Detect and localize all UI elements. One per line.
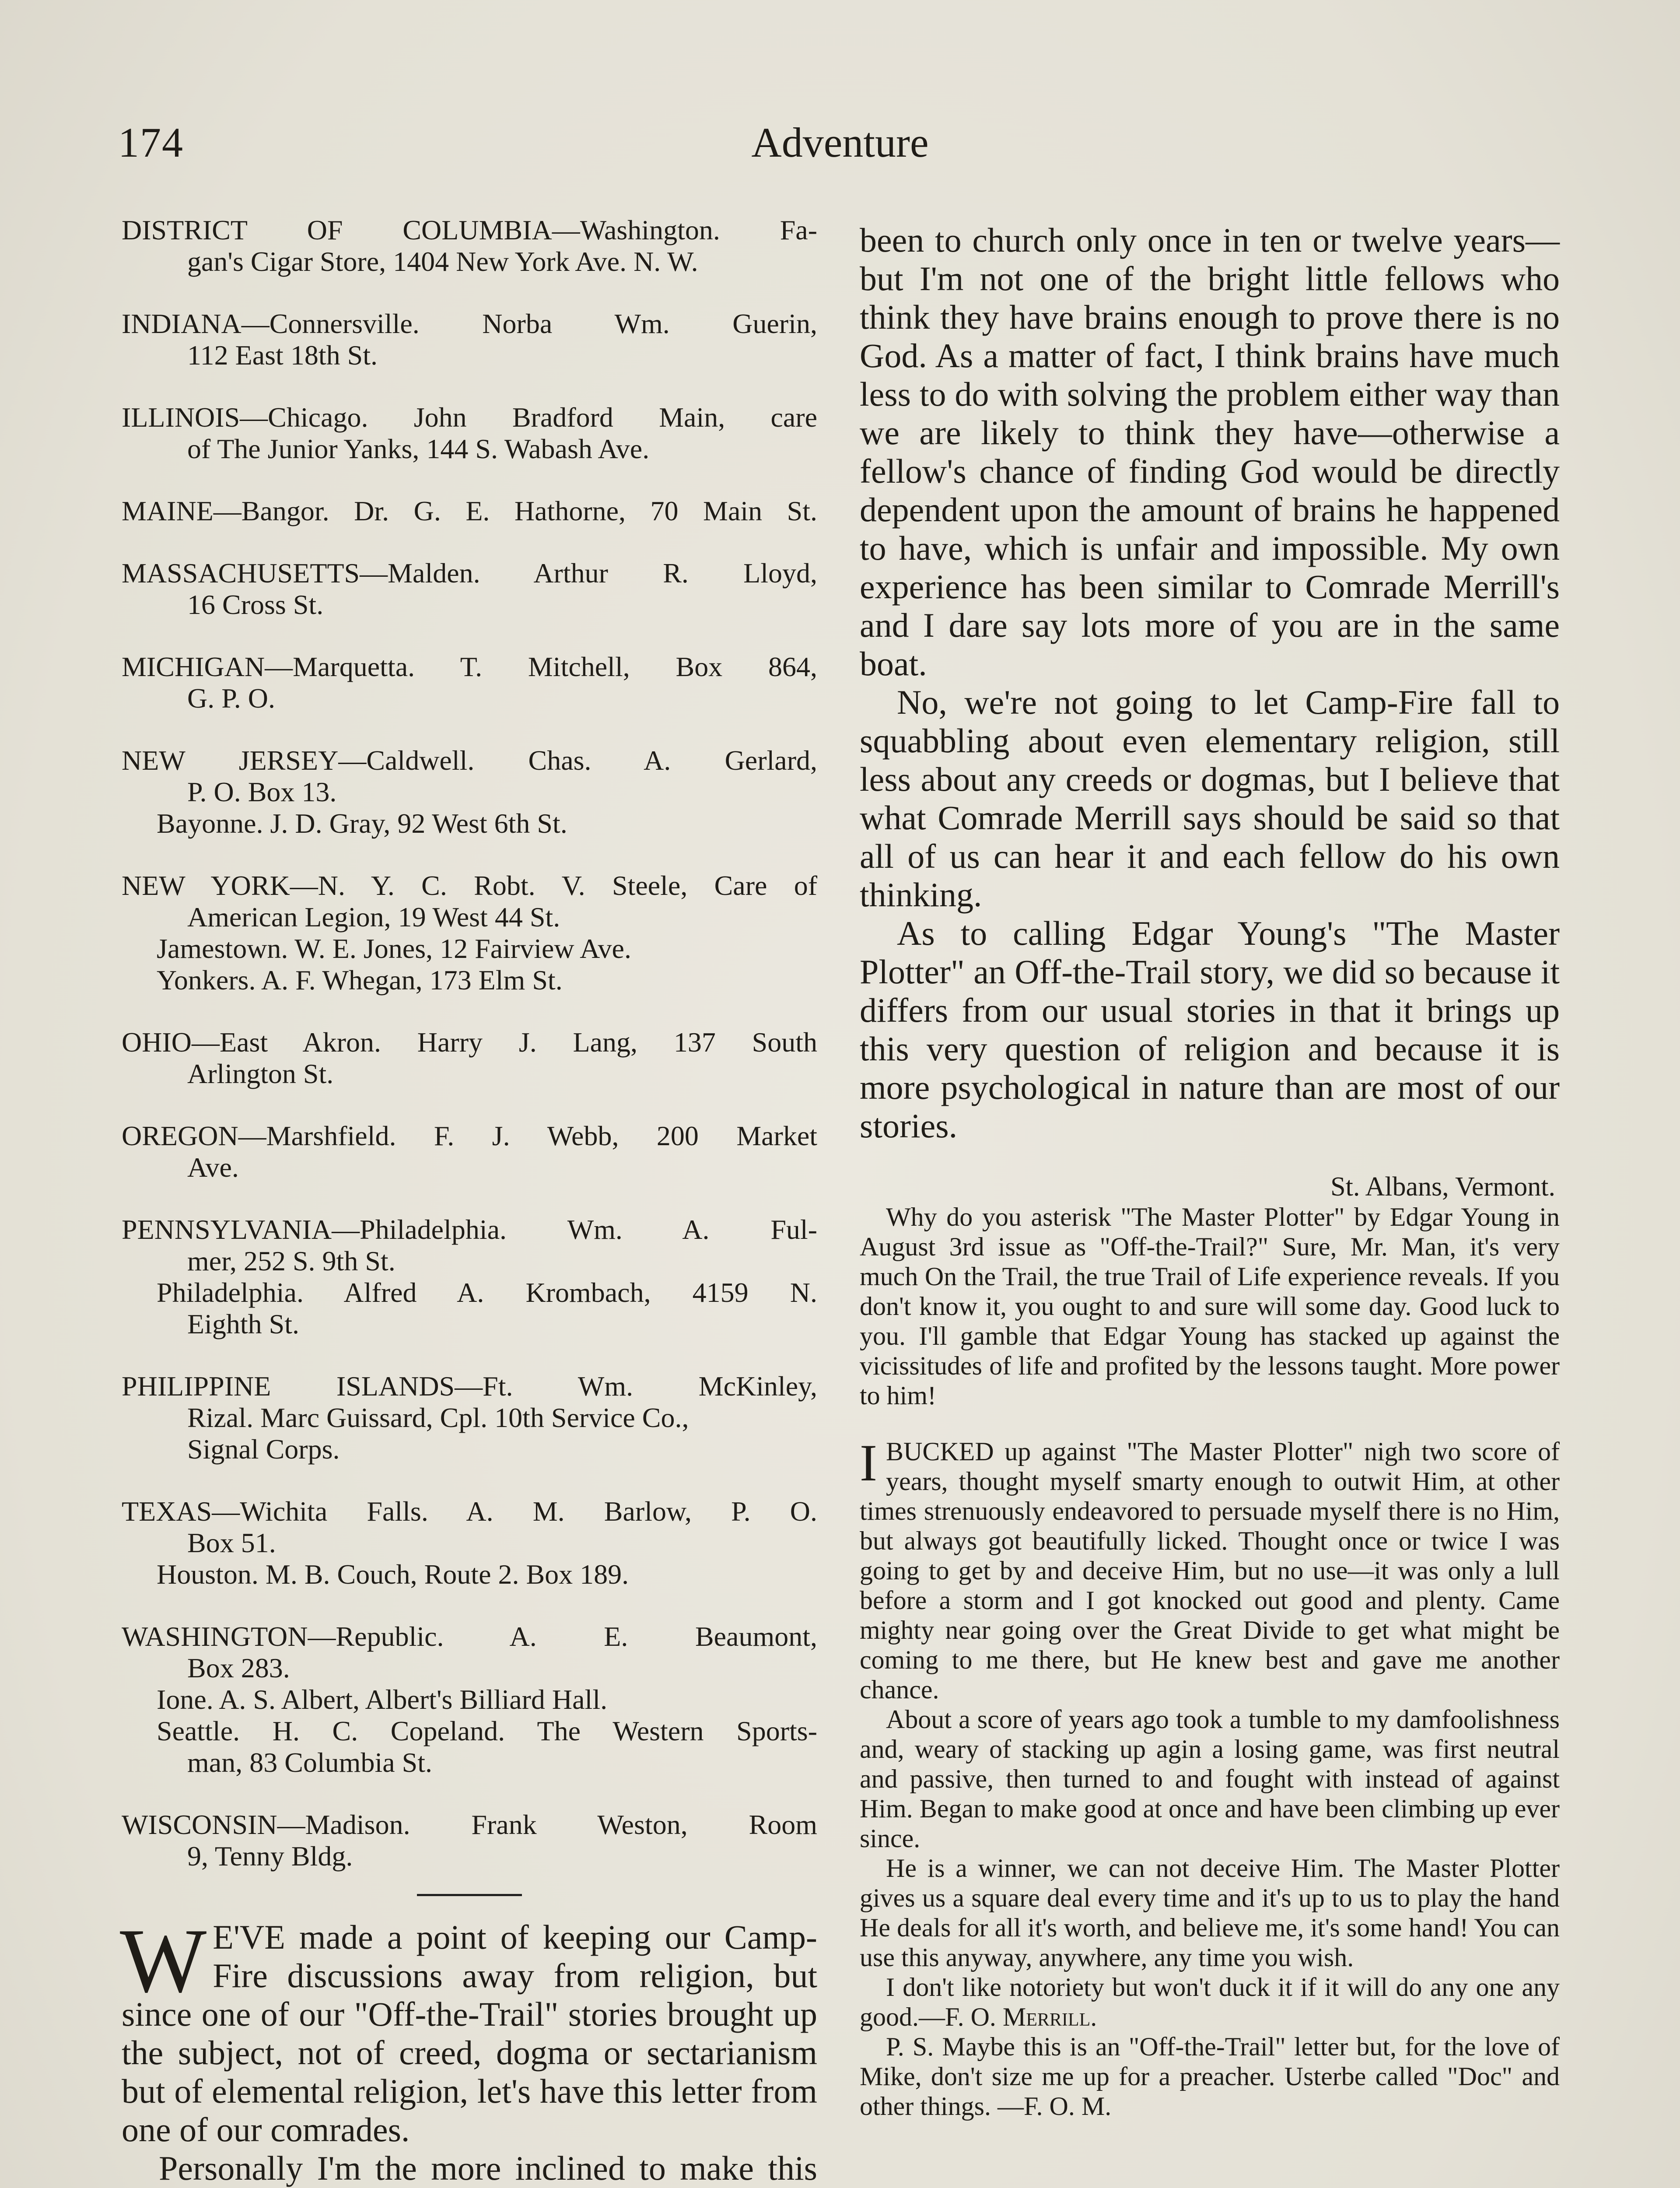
address-entry bbox=[122, 495, 817, 527]
address-line: mer, 252 S. 9th St. bbox=[187, 1245, 396, 1276]
address-entry bbox=[122, 1809, 817, 1872]
drop-cap: W bbox=[120, 1910, 207, 2012]
address-line: Box 283. bbox=[187, 1652, 290, 1683]
address-line: OHIO—East Akron. Harry J. Lang, 137 South bbox=[122, 1027, 817, 1058]
address-entry bbox=[122, 651, 817, 714]
letter-paragraph: P. S. Maybe this is an "Off-the-Trail" letter but, for the love of Mike, don't size me up for a preacher. Usterbe called "Doc" and other things. —F. O. M. bbox=[860, 2032, 1560, 2121]
address-line: Box 51. bbox=[187, 1527, 276, 1558]
address-sub-line: Bayonne. J. D. Gray, 92 West 6th St. bbox=[157, 808, 567, 839]
address-sub-line: Houston. M. B. Couch, Route 2. Box 189. bbox=[157, 1559, 629, 1590]
section-divider bbox=[417, 1894, 522, 1896]
address-entry bbox=[122, 870, 817, 996]
left-column bbox=[122, 214, 817, 2188]
address-entry bbox=[122, 558, 817, 621]
editorial-paragraph: No, we're not going to let Camp-Fire fall to squabbling about even elementary religion, still less about any creeds or dogmas, but I believe that what Comrade Merrill says should be said so that all of us can hear it and each fellow do his own thinking. bbox=[860, 683, 1560, 914]
page-number: 174 bbox=[118, 119, 184, 166]
editorial-left bbox=[120, 1910, 817, 2188]
letter-paragraph: About a score of years ago took a tumble to my damfoolishness and, weary of stacking up agin a losing game, was first neutral and passive, then turned to and fought with instead of against Him. Began to make good at once and have been climbing up ever since. bbox=[860, 1705, 1560, 1853]
address-line: DISTRICT OF COLUMBIA—Washington. Fa- bbox=[122, 214, 817, 245]
signature: F. O. Merrill. bbox=[945, 2002, 1097, 2031]
address-entry bbox=[122, 1496, 817, 1590]
address-sub-line: Eighth St. bbox=[187, 1308, 300, 1339]
address-entry bbox=[122, 1027, 817, 1090]
editorial-paragraph: E'VE made a point of keeping our Camp-Fire discussions away from religion, but since one of our "Off-the-Trail" stories brought up the subject, not of creed, dogma or sectarianism but of elemental religion, let's have this letter from one of our comrades. bbox=[122, 1918, 817, 2149]
address-entry bbox=[122, 1371, 817, 1465]
letter-paragraph: BUCKED up against "The Master Plotter" nigh two score of years, thought myself smarty enough to outwit Him, at other times strenuously endeavored to persuade myself there is no Him, but always got beautifully licked. Thought once or twice I was going to get by and deceive Him, but no use—it was only a lull before a storm and I got knocked out good and plenty. Came mighty near going over the Great Divide to get what might be coming to me there, but He knew best and gave me another chance. bbox=[860, 1437, 1560, 1704]
letter-location: St. Albans, Vermont. bbox=[1330, 1172, 1555, 1202]
address-entry bbox=[122, 308, 817, 371]
address-line: 16 Cross St. bbox=[187, 589, 324, 620]
address-sub-line: Yonkers. A. F. Whegan, 173 Elm St. bbox=[157, 964, 563, 996]
address-list bbox=[122, 214, 817, 1872]
drop-cap: I bbox=[860, 1434, 877, 1492]
letter-second bbox=[860, 1434, 1560, 2121]
address-line: of The Junior Yanks, 144 S. Wabash Ave. bbox=[187, 433, 650, 464]
address-line: ILLINOIS—Chicago. John Bradford Main, care bbox=[122, 402, 817, 433]
address-line: PENNSYLVANIA—Philadelphia. Wm. A. Ful- bbox=[122, 1214, 817, 1245]
address-line: PHILIPPINE ISLANDS—Ft. Wm. McKinley, bbox=[122, 1371, 817, 1402]
address-line: Arlington St. bbox=[187, 1058, 334, 1089]
address-entry bbox=[122, 1120, 817, 1183]
page-header bbox=[118, 118, 1562, 179]
address-sub-line: Jamestown. W. E. Jones, 12 Fairview Ave. bbox=[157, 933, 631, 964]
address-line: G. P. O. bbox=[187, 683, 275, 714]
address-sub-line: Seattle. H. C. Copeland. The Western Sports- bbox=[157, 1715, 817, 1746]
letter-paragraph bbox=[860, 1972, 1560, 2032]
address-line: 9, Tenny Bldg. bbox=[187, 1841, 353, 1872]
letter-paragraph: He is a winner, we can not deceive Him. The Master Plotter gives us a square deal every time and it's up to us to play the hand He deals for all it's worth, and believe me, it's some hand! You can use this anyway, anywhere, any time you wish. bbox=[860, 1854, 1560, 1972]
letter-paragraph: Why do you asterisk "The Master Plotter" by Edgar Young in August 3rd issue as "Off-the-Trail?" Sure, Mr. Man, it's very much On the Trail, the true Trail of Life experience reveals. If you don't know it, you ought to and sure will some day. Good luck to you. I'll gamble that Edgar Young has stacked up against the vicissitudes of life and profited by the lessons taught. More power to him! bbox=[860, 1203, 1560, 1410]
address-line: INDIANA—Connersville. Norba Wm. Guerin, bbox=[122, 308, 817, 339]
letter-first bbox=[860, 1202, 1560, 1410]
letter-text: I don't like notoriety but won't duck it if it will do any one any good.— bbox=[860, 1973, 1560, 2031]
address-line: WASHINGTON—Republic. A. E. Beaumont, bbox=[122, 1621, 817, 1652]
address-sub-line: Philadelphia. Alfred A. Krombach, 4159 N. bbox=[157, 1277, 817, 1308]
address-line: P. O. Box 13. bbox=[187, 776, 337, 807]
address-line: TEXAS—Wichita Falls. A. M. Barlow, P. O. bbox=[122, 1496, 817, 1527]
address-line: American Legion, 19 West 44 St. bbox=[187, 901, 560, 933]
address-line: Ave. bbox=[187, 1152, 239, 1183]
address-line: MICHIGAN—Marquetta. T. Mitchell, Box 864, bbox=[122, 651, 817, 682]
address-entry bbox=[122, 745, 817, 839]
address-line: 112 East 18th St. bbox=[187, 340, 378, 371]
address-line: MASSACHUSETTS—Malden. Arthur R. Lloyd, bbox=[122, 558, 817, 589]
right-column bbox=[860, 221, 1560, 2121]
address-line: Rizal. Marc Guissard, Cpl. 10th Service Co., bbox=[187, 1402, 689, 1433]
editorial-paragraph: As to calling Edgar Young's "The Master Plotter" an Off-the-Trail story, we did so because it differs from our usual stories in that it brings up this very question of religion and because it is more psychological in nature than are most of our stories. bbox=[860, 914, 1560, 1145]
address-entry bbox=[122, 1214, 817, 1340]
magazine-title: Adventure bbox=[751, 119, 929, 166]
editorial-right bbox=[860, 221, 1560, 1145]
address-line: MAINE—Bangor. Dr. G. E. Hathorne, 70 Main St. bbox=[122, 495, 817, 526]
address-entry bbox=[122, 214, 817, 277]
address-entry bbox=[122, 402, 817, 465]
address-line: Signal Corps. bbox=[187, 1434, 340, 1465]
address-line: OREGON—Marshfield. F. J. Webb, 200 Market bbox=[122, 1120, 817, 1151]
address-line: gan's Cigar Store, 1404 New York Ave. N. W. bbox=[187, 246, 698, 277]
editorial-paragraph: been to church only once in ten or twelve years—but I'm not one of the bright little fellows who think they have brains enough to prove there is no God. As a matter of fact, I think brains have much less to do with solving the problem either way than we are likely to think they have—otherwise a fellow's chance of finding God would be directly dependent upon the amount of brains he happened to have, which is unfair and impossible. My own experience has been similar to Comrade Merrill's and I dare say lots more of you are in the same boat. bbox=[860, 221, 1560, 683]
address-sub-line: man, 83 Columbia St. bbox=[187, 1747, 432, 1778]
address-entry bbox=[122, 1621, 817, 1778]
address-sub-line: Ione. A. S. Albert, Albert's Billiard Hall. bbox=[157, 1684, 608, 1715]
address-line: WISCONSIN—Madison. Frank Weston, Room bbox=[122, 1809, 817, 1840]
address-line: NEW YORK—N. Y. C. Robt. V. Steele, Care of bbox=[122, 870, 817, 901]
address-line: NEW JERSEY—Caldwell. Chas. A. Gerlard, bbox=[122, 745, 817, 776]
editorial-paragraph: Personally I'm the more inclined to make this bbox=[159, 2149, 817, 2187]
